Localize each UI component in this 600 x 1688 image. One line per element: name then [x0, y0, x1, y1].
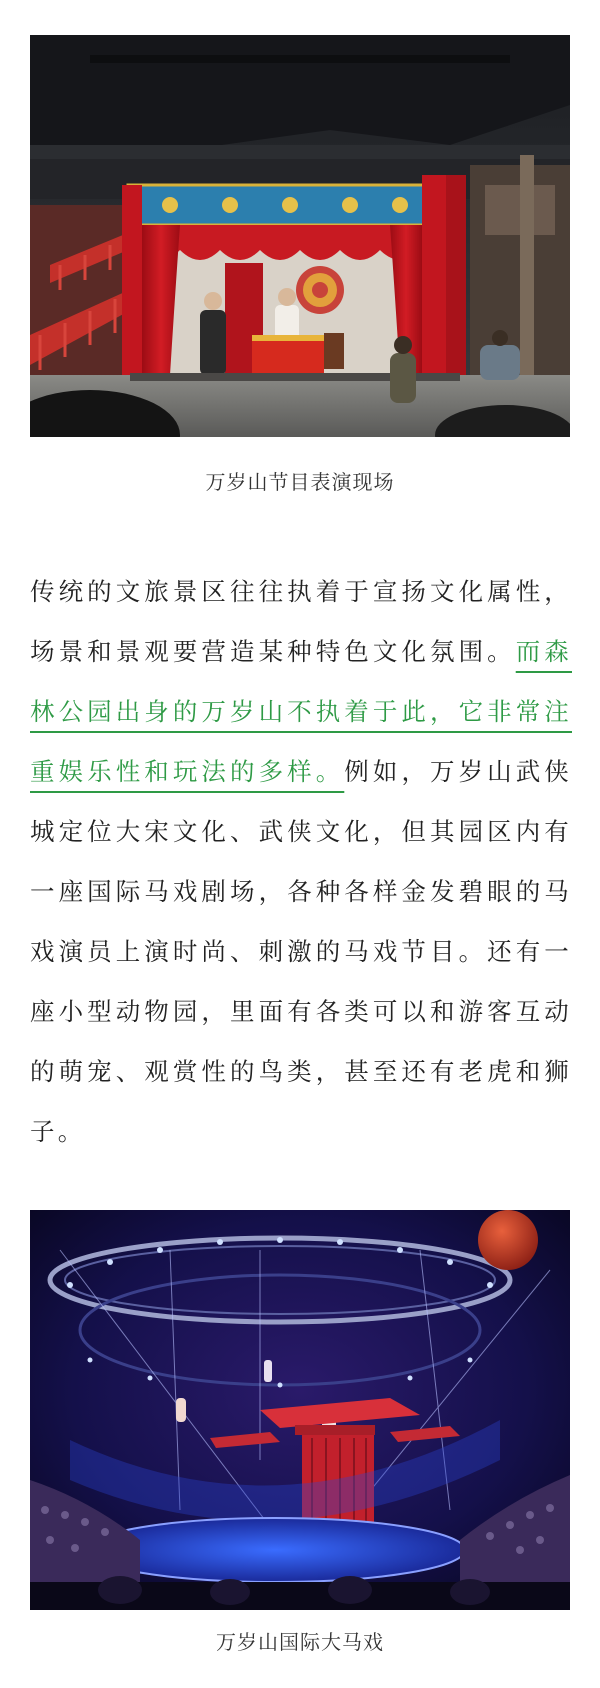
article-highlight-text: 而森林公园出身的万岁山不执着于此，它非常注重娱乐性和玩法的多样。 — [30, 637, 572, 786]
circus-photo-caption: 万岁山国际大马戏 — [216, 1630, 384, 1654]
article-paragraph — [30, 562, 572, 1162]
circus-arena-photo — [30, 1210, 570, 1610]
article-rest-text: 例如，万岁山武侠城定位大宋文化、武侠文化，但其园区内有一座国际马戏剧场，各种各样金发碧眼的马戏演员上演时尚、刺激的马戏节目。还有一座小型动物园，里面有各类可以和游客互动的萌宠、观赏性的鸟类，甚至还有老虎和狮子。 — [30, 757, 572, 1146]
article-lead-text: 传统的文旅景区往往执着于宣扬文化属性，场景和景观要营造某种特色文化氛围。 — [30, 577, 572, 666]
stage-performance-photo — [30, 35, 570, 437]
stage-photo-caption: 万岁山节目表演现场 — [205, 470, 395, 494]
